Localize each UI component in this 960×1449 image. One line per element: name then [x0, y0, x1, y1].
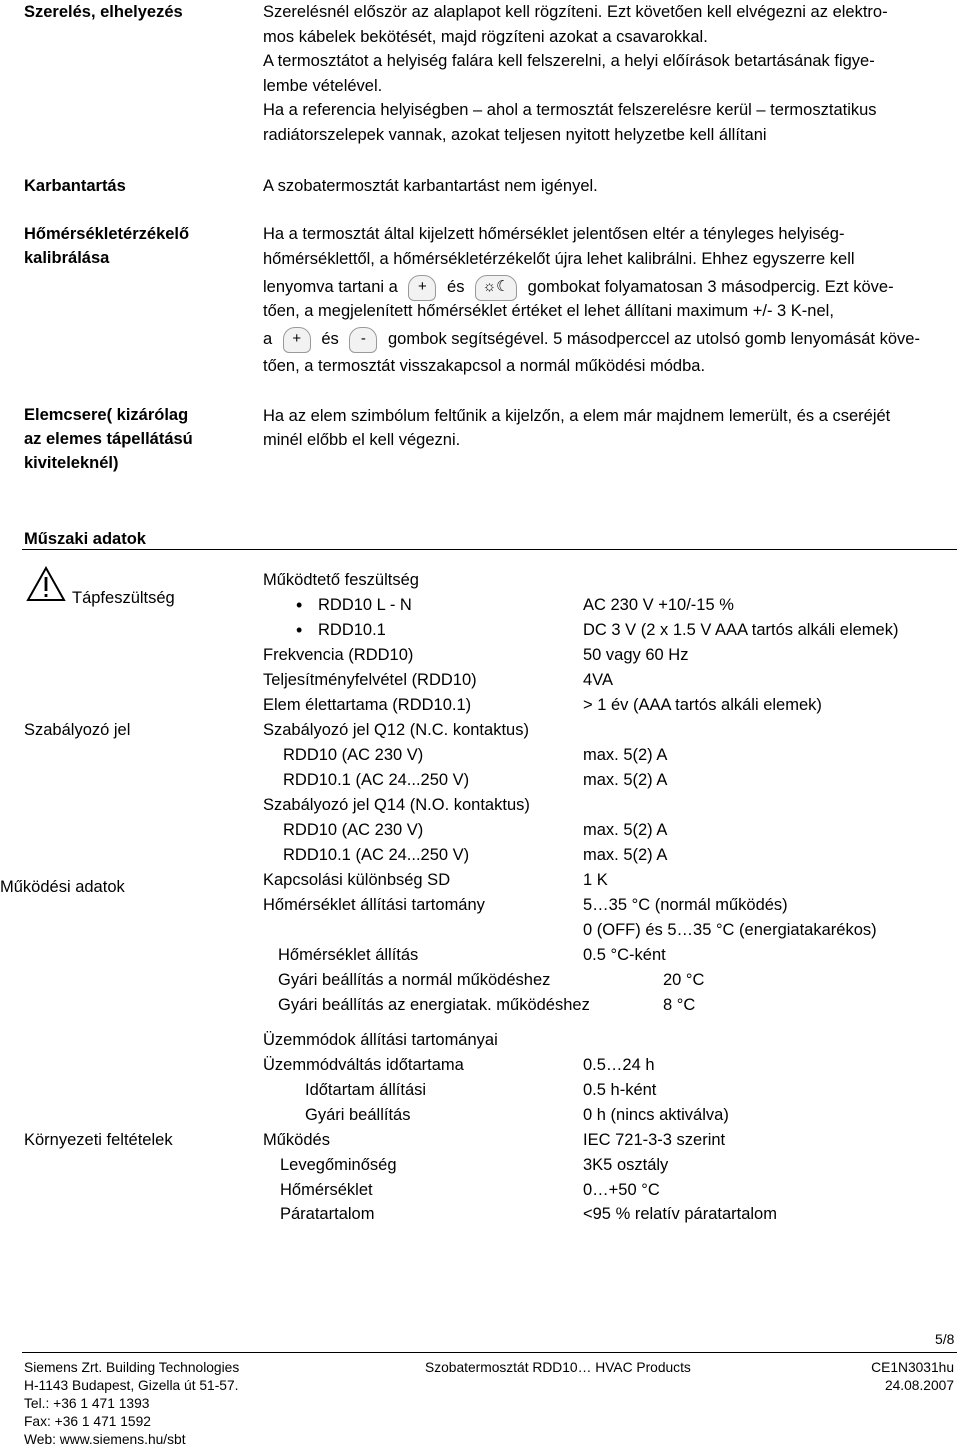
tech-row-label: Kapcsolási különbség SD — [263, 871, 451, 889]
tech-row-label: Üzemmódok állítási tartományai — [263, 1031, 498, 1049]
tech-row-label: RDD10.1 (AC 24...250 V) — [283, 771, 470, 789]
section-label-battery-1: Elemcsere( kizárólag — [24, 406, 189, 424]
page-number: 5/8 — [935, 1331, 955, 1347]
tech-row-value: 4VA — [583, 671, 613, 689]
tech-row-value: DC 3 V (2 x 1.5 V AAA tartós alkáli elemek) — [583, 621, 899, 639]
tech-row-label: Gyári beállítás az energiatak. működéshez — [278, 996, 590, 1014]
calibration-line-1: Ha a termosztát által kijelzett hőmérséklet jelentősen eltér a tényleges helyiség- — [263, 225, 845, 243]
tech-row-value: max. 5(2) A — [583, 821, 668, 839]
footer-rule — [22, 1352, 957, 1353]
footer-company: Siemens Zrt. Building Technologies — [24, 1360, 240, 1375]
tech-row-value: max. 5(2) A — [583, 746, 668, 764]
section-label-maintenance: Karbantartás — [24, 177, 126, 195]
tech-row-value: 0.5…24 h — [583, 1056, 655, 1074]
plus-button-icon: + — [408, 275, 436, 301]
footer-fax: Fax: +36 1 471 1592 — [24, 1414, 151, 1429]
section-label-calibration-1: Hőmérsékletérzékelő — [24, 225, 190, 243]
section-label-mounting: Szerelés, elhelyezés — [24, 3, 183, 21]
plus-button-icon: + — [283, 327, 311, 353]
environment-label: Környezeti feltételek — [24, 1131, 173, 1149]
tech-row-label: Szabályozó jel Q14 (N.O. kontaktus) — [263, 796, 530, 814]
tech-row-label: Hőmérséklet állítás — [278, 946, 419, 964]
tech-row-label: Működtető feszültség — [263, 571, 419, 589]
tech-row-value: 5…35 °C (normál működés) — [583, 896, 788, 914]
footer-doc-id: CE1N3031hu — [871, 1360, 954, 1375]
minus-button-icon: - — [349, 327, 377, 353]
tech-row-value: <95 % relatív páratartalom — [583, 1205, 777, 1223]
tech-row-label: Időtartam állítási — [305, 1081, 427, 1099]
heading-rule — [22, 549, 957, 550]
operating-data-label: Működési adatok — [0, 878, 125, 896]
footer-web[interactable]: Web: www.siemens.hu/sbt — [24, 1432, 186, 1447]
tech-row-value: 8 °C — [663, 996, 696, 1014]
battery-line-2: minél előbb el kell végezni. — [263, 431, 461, 449]
control-signal-label: Szabályozó jel — [24, 721, 131, 739]
sun-moon-button-icon: ☼☾ — [475, 275, 517, 301]
tech-row-value: 0 (OFF) és 5…35 °C (energiatakarékos) — [583, 921, 877, 939]
tech-row-label: Üzemmódváltás időtartama — [263, 1056, 464, 1074]
tech-row-label: Gyári beállítás — [305, 1106, 411, 1124]
tech-row-value: max. 5(2) A — [583, 771, 668, 789]
tech-row-label: Teljesítményfelvétel (RDD10) — [263, 671, 477, 689]
tech-row-value: 20 °C — [663, 971, 705, 989]
tech-row-value: max. 5(2) A — [583, 846, 668, 864]
footer-tel: Tel.: +36 1 471 1393 — [24, 1396, 150, 1411]
tech-row-label: Szabályozó jel Q12 (N.C. kontaktus) — [263, 721, 529, 739]
section-label-calibration-2: kalibrálása — [24, 249, 110, 267]
calibration-line-4: tően, a megjelenített hőmérséklet értéket el lehet állítani maximum +/- 3 K-nel, — [263, 302, 834, 320]
maintenance-text: A szobatermosztát karbantartást nem igényel. — [263, 177, 598, 195]
tech-row-label: RDD10 (AC 230 V) — [283, 746, 424, 764]
footer-date: 24.08.2007 — [884, 1378, 954, 1393]
tech-row-label: • RDD10.1 — [318, 618, 386, 643]
tech-row-value: AC 230 V +10/-15 % — [583, 596, 734, 614]
tech-row-value: 3K5 osztály — [583, 1156, 669, 1174]
tech-row-value: 50 vagy 60 Hz — [583, 646, 689, 664]
calibration-line-2: hőmérséklettől, a hőmérsékletérzékelőt újra lehet kalibrálni. Ehhez egyszerre kell — [263, 250, 855, 268]
battery-line-1: Ha az elem szimbólum feltűnik a kijelzőn, a elem már majdnem lemerült, és a cseréjét — [263, 407, 891, 425]
tech-row-label: • RDD10 L - N — [318, 593, 412, 618]
tech-row-value: 0 h (nincs aktiválva) — [583, 1106, 729, 1124]
tech-row-label: RDD10 (AC 230 V) — [283, 821, 424, 839]
section-label-battery-2: az elemes tápellátású — [24, 430, 193, 448]
tech-row-label: Hőmérséklet állítási tartomány — [263, 896, 485, 914]
tech-row-value: IEC 721-3-3 szerint — [583, 1131, 726, 1149]
tech-row-value: 1 K — [583, 871, 608, 889]
tech-row-value: 0.5 h-ként — [583, 1081, 657, 1099]
tech-row-value: 0.5 °C-ként — [583, 946, 666, 964]
tech-row-label: Páratartalom — [280, 1205, 375, 1223]
calibration-line-5: a + és - gombok segítségével. 5 másodperccel az utolsó gomb lenyomását köve- — [263, 325, 920, 353]
footer-address: H-1143 Budapest, Gizella út 51-57. — [24, 1378, 239, 1393]
tech-row-label: Elem élettartama (RDD10.1) — [263, 696, 472, 714]
section-label-battery-3: kiviteleknél) — [24, 454, 119, 472]
tech-row-label: Gyári beállítás a normál működéshez — [278, 971, 551, 989]
mounting-text: Szerelésnél először az alaplapot kell rögzíteni. Ezt követően kell elvégezni az elektro- mos kábelek bekötését, majd rögzíteni azokat a csavarokkal. A termosztátot a helyiség falára kell felszerelni, a helyi előírások betartásának figye- lembe vételével. Ha a referencia helyiségben – ahol a termosztát felszerelésre kerül – termosztatikus radiátorszelepek vannak, azokat teljesen nyitott helyzetbe kell állítani — [263, 3, 888, 144]
supply-voltage-label: Tápfeszültség — [72, 589, 175, 607]
calibration-line-3: lenyomva tartani a + és ☼☾ gombokat folyamatosan 3 másodpercig. Ezt köve- — [263, 273, 894, 301]
tech-row-label: RDD10.1 (AC 24...250 V) — [283, 846, 470, 864]
tech-row-value: 0…+50 °C — [583, 1181, 660, 1199]
tech-heading: Műszaki adatok — [24, 530, 146, 548]
tech-row-value: > 1 év (AAA tartós alkáli elemek) — [583, 696, 822, 714]
tech-row-label: Működés — [263, 1131, 330, 1149]
tech-row-label: Hőmérséklet — [280, 1181, 373, 1199]
tech-row-label: Frekvencia (RDD10) — [263, 646, 414, 664]
tech-row-label: Levegőminőség — [280, 1156, 397, 1174]
footer-product: Szobatermosztát RDD10… HVAC Products — [425, 1360, 691, 1375]
calibration-line-6: tően, a termosztát visszakapcsol a normál működési módba. — [263, 357, 706, 375]
warning-icon — [26, 566, 66, 607]
